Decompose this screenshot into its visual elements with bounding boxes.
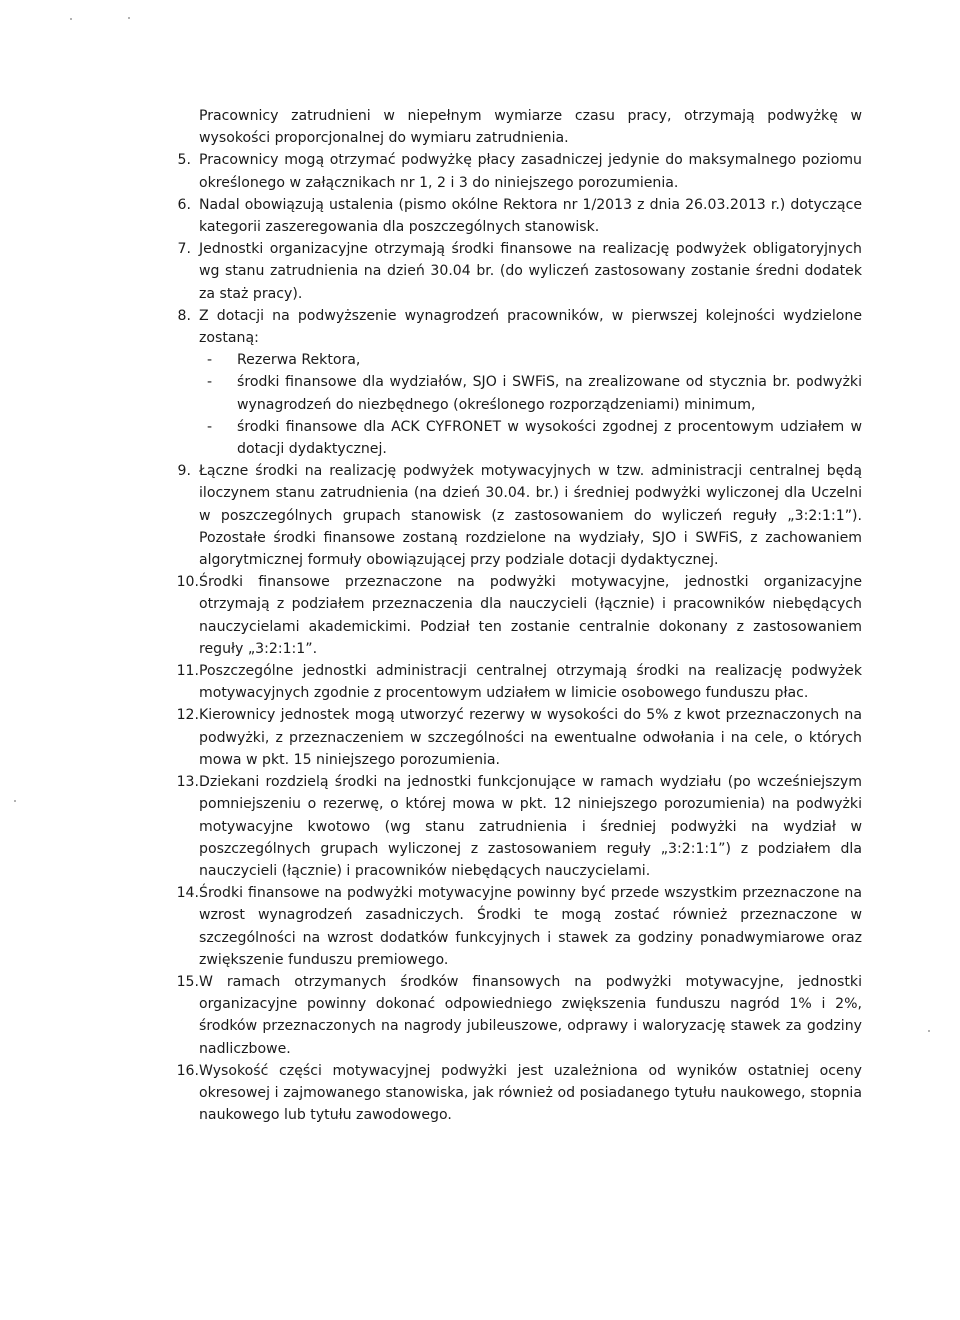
scan-speck (128, 17, 130, 19)
scan-speck (70, 18, 72, 20)
item-text: Wysokość części motywacyjnej podwyżki jest uzależniona od wyników ostatniej oceny okresowej i zajmowanego stanowiska, jak również od posiadanego tytułu naukowego, stopnia naukowego lub tytułu zawodowego. (199, 1062, 862, 1124)
item-text: Środki finansowe na podwyżki motywacyjne powinny być przede wszystkim przeznaczone na wzrost wynagrodzeń zasadniczych. Środki te mogą zostać również przeznaczone w szczególności na wzrost dodatków funkcyjnych i stawek za godziny ponadwymiarowe oraz zwiększenie funduszu premiowego. (199, 885, 862, 968)
sub-list-item (199, 371, 862, 415)
item-text: Łączne środki na realizację podwyżek motywacyjnych w tzw. administracji centralnej będą iloczynem stanu zatrudnienia (na dzień 30.04. br.) i średniej podwyżki wyliczonej dla Uczelni w poszczególnych grupach stanowisk (z zastosowaniem do wyliczeń reguły „3:2:1:1”). Pozostałe środki finansowe zostaną rozdzielone na wydziały, SJO i SWFiS, z zachowaniem algorytmicznej formuły obowiązującej przy podziale dotacji dydaktycznej. (199, 463, 862, 569)
list-item (168, 660, 862, 704)
item-text: Jednostki organizacyjne otrzymają środki finansowe na realizację podwyżek obligatoryjnych wg stanu zatrudnienia na dzień 30.04 br. (do wyliczeń zastosowany zostanie średni dodatek za staż pracy). (199, 241, 862, 302)
scan-speck (14, 800, 16, 802)
item-number: 5. (177, 152, 191, 169)
item-number: 11. (176, 663, 199, 680)
item-text: Nadal obowiązują ustalenia (pismo okólne Rektora nr 1/2013 z dnia 26.03.2013 r.) dotyczące kategorii zaszeregowania dla poszczególnych stanowisk. (199, 196, 862, 236)
item-text: Dziekani rozdzielą środki na jednostki funkcjonujące w ramach wydziału (po wcześniejszym pomniejszeniu o rezerwę, o której mowa w pkt. 12 niniejszego porozumienia) na podwyżki motywacyjne kwotowo (wg stanu zatrudnienia i średniej podwyżki na wydział w poszczególnych grupach wyliczonej z zastosowaniem reguły „3:2:1:1”) z podziałem dla nauczycieli (łącznie) i pracowników niebędących nauczycielami. (199, 774, 862, 879)
document-body (168, 105, 862, 1126)
sub-list-item (199, 349, 862, 371)
item-number: 14. (176, 885, 199, 902)
scan-speck (928, 1030, 930, 1032)
list-item (168, 704, 862, 771)
item-number: 13. (176, 774, 199, 791)
item-number: 9. (177, 463, 191, 480)
item-number: 8. (177, 307, 191, 324)
item-text: Poszczególne jednostki administracji centralnej otrzymają środki na realizację podwyżek motywacyjnych zgodnie z procentowym udziałem w limicie osobowego funduszu płac. (199, 663, 862, 702)
list-item (168, 571, 862, 660)
item-number: 10. (176, 574, 199, 591)
sub-list-item (199, 416, 862, 460)
list-item (168, 882, 862, 971)
sub-list (199, 349, 862, 460)
list-item (168, 238, 862, 305)
item-text: W ramach otrzymanych środków finansowych na podwyżki motywacyjne, jednostki organizacyjne powinny dokonać odpowiedniego zwiększenia funduszu nagród 1% i 2%, środków przeznaczonych na nagrody jubileuszowe, odprawy i waloryzację stawek za godziny nadliczbowe. (199, 973, 862, 1057)
sub-item-text: środki finansowe dla ACK CYFRONET w wysokości zgodnej z procentowym udziałem w dotacji dydaktycznej. (237, 418, 862, 458)
list-item (168, 971, 862, 1060)
sub-item-text: środki finansowe dla wydziałów, SJO i SWFiS, na zrealizowane od stycznia br. podwyżki wynagrodzeń do niezbędnego (określonego rozporządzeniami) minimum, (237, 374, 862, 413)
item-text: Z dotacji na podwyższenie wynagrodzeń pracowników, w pierwszej kolejności wydzielone zostaną: (199, 307, 862, 347)
list-item (168, 1060, 862, 1127)
dash-bullet: - (207, 352, 213, 369)
list-item (168, 149, 862, 193)
item-number: 6. (177, 196, 191, 213)
item-text: Środki finansowe przeznaczone na podwyżki motywacyjne, jednostki organizacyjne otrzymają z podziałem przeznaczenia dla nauczycieli (łącznie) i pracowników niebędących nauczycielami akademickimi. Podział ten zostanie centralnie dokonany z zastosowaniem reguły „3:2:1:1”. (199, 574, 862, 657)
list-item (168, 460, 862, 571)
dash-bullet: - (207, 374, 213, 391)
item-text: Pracownicy mogą otrzymać podwyżkę płacy zasadniczej jedynie do maksymalnego poziomu określonego w załącznikach nr 1, 2 i 3 do niniejszego porozumienia. (199, 152, 862, 191)
item-text: Kierownicy jednostek mogą utworzyć rezerwy w wysokości do 5% z kwot przeznaczonych na podwyżki, z przeznaczeniem w szczególności na ewentualne odwołania i na cele, o których mowa w pkt. 15 niniejszego porozumienia. (199, 707, 862, 768)
list-item (168, 305, 862, 460)
item-number: 12. (176, 707, 199, 724)
sub-item-text: Rezerwa Rektora, (237, 352, 361, 369)
dash-bullet: - (207, 418, 213, 435)
intro-paragraph: Pracownicy zatrudnieni w niepełnym wymiarze czasu pracy, otrzymają podwyżkę w wysokości proporcjonalnej do wymiaru zatrudnienia. (199, 108, 862, 147)
list-item (168, 771, 862, 882)
list-item (168, 194, 862, 238)
item-number: 16. (176, 1062, 199, 1079)
item-number: 7. (177, 241, 191, 258)
item-number: 15. (176, 973, 199, 990)
